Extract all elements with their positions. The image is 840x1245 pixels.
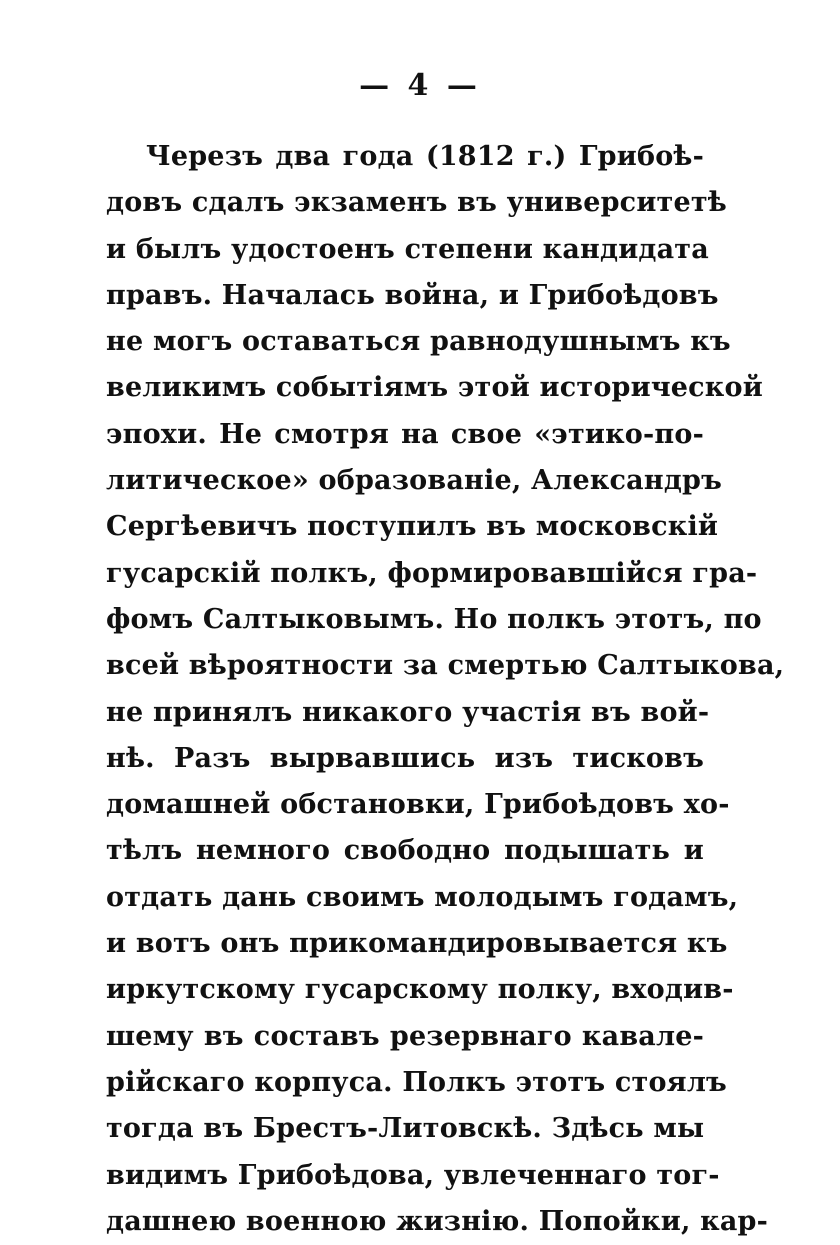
text-line: правъ. Началась война, и Грибоѣдовъ	[106, 279, 719, 311]
text-line: не могъ оставаться равнодушнымъ къ	[106, 326, 731, 358]
text-line: шему въ составъ резервнаго кавале-	[106, 1020, 704, 1052]
text-line: видимъ Грибоѣдова, увлеченнаго тог-	[106, 1159, 720, 1191]
text-line: иркутскому гусарскому полку, входив-	[106, 974, 734, 1006]
text-line: довъ сдалъ экзаменъ въ университетѣ	[106, 187, 727, 219]
text-line: литическое» образованіе, Александръ	[106, 465, 723, 497]
text-line: нѣ. Разъ вырвавшись изъ тисковъ	[106, 742, 704, 774]
text-line: великимъ событіямъ этой исторической	[106, 372, 763, 404]
page-number: — 4 —	[359, 68, 481, 103]
text-line: и вотъ онъ прикомандировывается къ	[106, 928, 728, 960]
text-line: домашней обстановки, Грибоѣдовъ хо-	[106, 789, 730, 821]
text-line: Сергѣевичъ поступилъ въ московскій	[106, 511, 719, 543]
text-line: дашнею военною жизнію. Попойки, кар-	[106, 1205, 769, 1237]
text-line: Черезъ два года (1812 г.) Грибоѣ-	[146, 141, 704, 172]
text-line: не принялъ никакого участія въ вой-	[106, 696, 710, 728]
text-line: тогда въ Брестъ-Литовскѣ. Здѣсь мы	[106, 1113, 705, 1145]
text-line: фомъ Салтыковымъ. Но полкъ этотъ, по	[106, 603, 762, 635]
text-line: и былъ удостоенъ степени кандидата	[106, 233, 709, 265]
text-line: эпохи. Не смотря на свое «этико-по-	[106, 418, 704, 450]
text-line: отдать дань своимъ молодымъ годамъ,	[106, 881, 739, 913]
text-line: всей вѣроятности за смертью Салтыкова,	[106, 650, 785, 682]
body-text	[106, 134, 785, 1245]
text-line: тѣлъ немного свободно подышать и	[106, 835, 704, 867]
text-line: гусарскій полкъ, формировавшійся гра-	[106, 557, 758, 589]
text-line: рійскаго корпуса. Полкъ этотъ стоялъ	[106, 1066, 727, 1098]
